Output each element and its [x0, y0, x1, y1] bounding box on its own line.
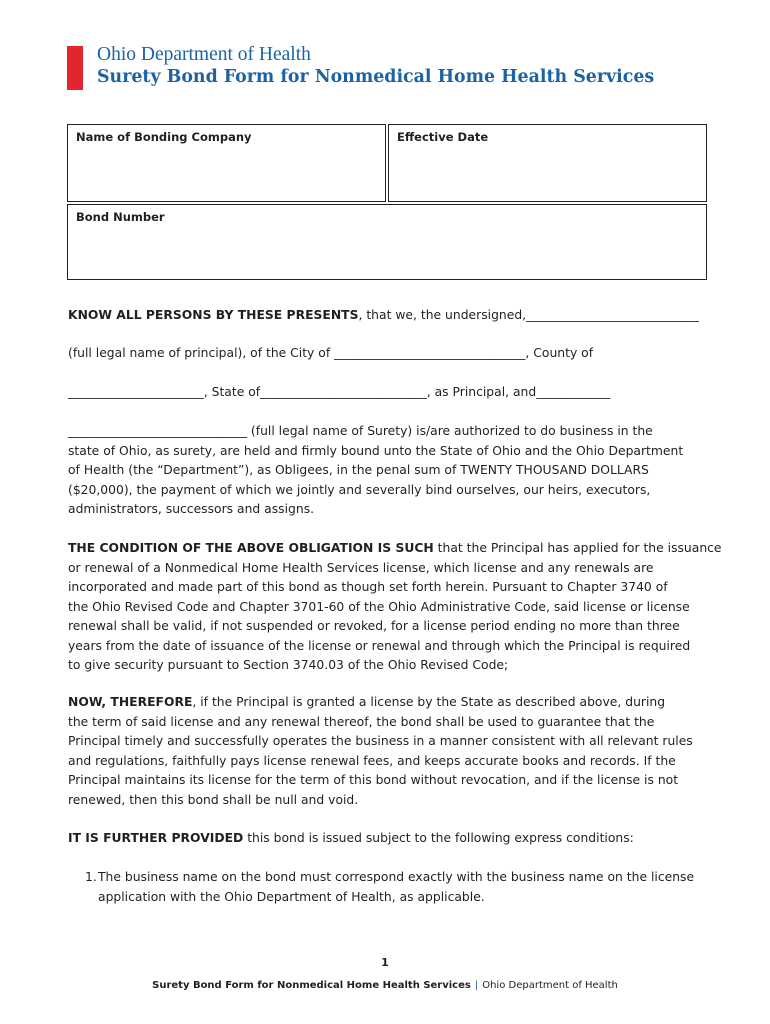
therefore-paragraph: [68, 693, 708, 810]
text-line: renewal shall be valid, if not suspended or revoked, for a license period ending no more than three: [68, 619, 680, 633]
text-line: state of Ohio, as surety, are held and firmly bound unto the State of Ohio and the Ohio Department: [68, 443, 684, 458]
bonding-company-field[interactable]: [67, 124, 386, 202]
footer-separator: |: [474, 980, 479, 991]
text-line: renewed, then this bond shall be null and void.: [68, 792, 359, 807]
list-item: [85, 868, 705, 888]
conditions-list: [85, 868, 705, 907]
list-item-number: 1.: [85, 870, 97, 884]
text-line: application with the Ohio Department of Health, as applicable.: [98, 889, 485, 904]
principal-line: [68, 344, 708, 364]
text-line: Principal timely and successfully operates the business in a manner consistent with all relevant rules: [68, 734, 693, 748]
text-line: the Ohio Revised Code and Chapter 3701-60 of the Ohio Administrative Code, said license or license: [68, 599, 690, 614]
bond-number-field[interactable]: [67, 204, 707, 280]
further-provided-lead: IT IS FURTHER PROVIDED: [68, 831, 244, 845]
bond-number-label: Bond Number: [76, 210, 165, 224]
text-line: to give security pursuant to Section 3740.03 of the Ohio Revised Code;: [68, 658, 509, 672]
text-line: The business name on the bond must correspond exactly with the business name on the license: [98, 870, 695, 884]
condition-lead: THE CONDITION OF THE ABOVE OBLIGATION IS SUCH: [68, 541, 434, 555]
text-line: ($20,000), the payment of which we jointly and severally bind ourselves, our heirs, executors,: [68, 482, 651, 497]
text-line: or renewal of a Nonmedical Home Health Services license, which license and any renewals are: [68, 560, 654, 575]
text-line: of Health (the “Department”), as Obligees, in the penal sum of TWENTY THOUSAND DOLLARS: [68, 463, 649, 477]
text-line: the term of said license and any renewal thereof, the bond shall be used to guarantee that the: [68, 714, 655, 729]
text-line: administrators, successors and assigns.: [68, 502, 315, 516]
footer-department: Ohio Department of Health: [482, 980, 618, 991]
text-line: and regulations, faithfully pays license renewal fees, and keeps accurate books and records. If the: [68, 753, 676, 768]
therefore-lead: NOW, THEREFORE: [68, 695, 193, 709]
effective-date-input[interactable]: [397, 147, 698, 195]
further-provided-paragraph: [68, 829, 708, 849]
text-line: incorporated and made part of this bond as though set forth herein. Pursuant to Chapter 3740 of: [68, 580, 668, 594]
principal-line-text: (full legal name of principal), of the City of _______________________________, County of: [68, 346, 594, 360]
bond-number-input[interactable]: [76, 227, 698, 273]
footer-form-name: Surety Bond Form for Nonmedical Home Health Services: [152, 980, 471, 991]
condition-paragraph: [68, 539, 722, 676]
bonding-company-input[interactable]: [76, 147, 377, 195]
bonding-company-label: Name of Bonding Company: [76, 130, 252, 144]
text-line: that the Principal has applied for the issuance: [433, 541, 722, 555]
page-footer: [0, 980, 770, 991]
effective-date-field[interactable]: [388, 124, 707, 202]
text-line: Principal maintains its license for the term of this bond without revocation, and if the license is not: [68, 773, 679, 787]
brand-accent-bar: [67, 46, 83, 90]
know-all-persons-text: , that we, the undersigned,____________________________: [358, 308, 699, 322]
page-number: 1: [381, 956, 389, 969]
effective-date-label: Effective Date: [397, 130, 489, 144]
department-name: Ohio Department of Health: [97, 44, 311, 65]
state-line: [68, 383, 708, 403]
text-line: years from the date of issuance of the license or renewal and through which the Principal is required: [68, 638, 691, 653]
know-all-persons-lead: KNOW ALL PERSONS BY THESE PRESENTS: [68, 308, 359, 322]
text-line: , if the Principal is granted a license by the State as described above, during: [192, 695, 666, 709]
know-all-persons-paragraph: [68, 306, 708, 326]
state-line-text: ______________________, State of___________________________, as Principal, and____________: [68, 385, 611, 399]
text-line: _____________________________ (full legal name of Surety) is/are authorized to do business in the: [68, 424, 653, 438]
surety-paragraph: [68, 422, 708, 520]
text-line: this bond is issued subject to the following express conditions:: [243, 831, 634, 845]
form-title: Surety Bond Form for Nonmedical Home Health Services: [97, 67, 655, 87]
